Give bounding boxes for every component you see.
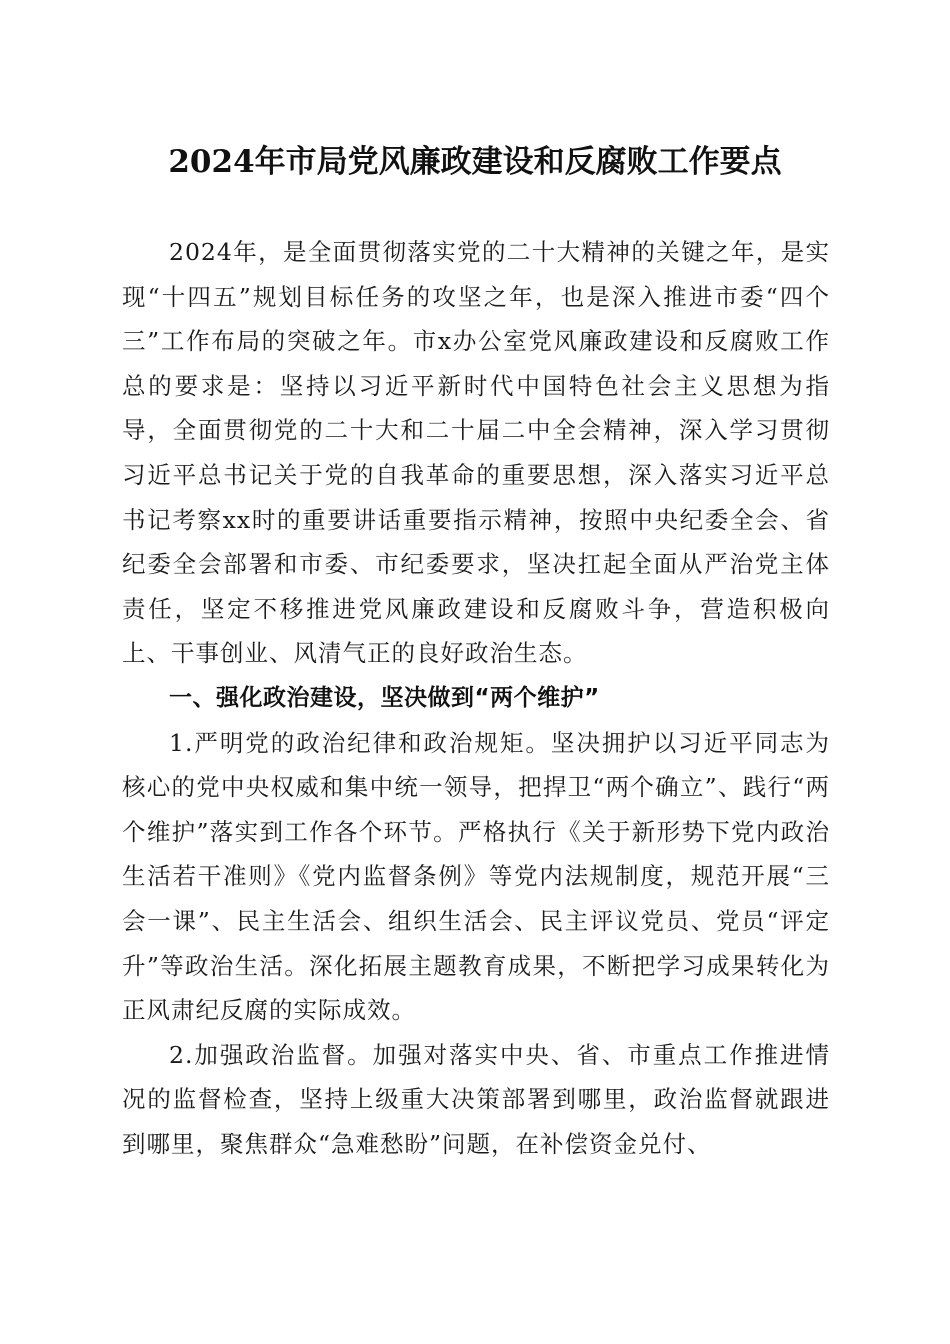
item-paragraph-2: 2.加强政治监督。加强对落实中央、省、市重点工作推进情况的监督检查，坚持上级重大决策部署到哪里，政治监督就跟进到哪里，聚焦群众“急难愁盼”问题，在补偿资金兑付、 [122,1040,830,1158]
section-heading-1: 一、强化政治建设，坚决做到“两个维护” [169,684,600,711]
item-paragraph-1: 1.严明党的政治纪律和政治规矩。坚决拥护以习近平同志为核心的党中央权威和集中统一领导，把捍卫“两个确立”、践行“两个维护”落实到工作各个环节。严格执行《关于新形势下党内政治生活若干准则》《党内监督条例》等党内法规制度，规范开展“三会一课”、民主生活会、组织生活会、民主评议党员、党员“评定升”等政治生活。深化拓展主题教育成果，不断把学习成果转化为正风肃纪反腐的实际成效。 [122,728,830,1025]
document-title: 2024年市局党风廉政建设和反腐败工作要点 [168,144,782,180]
intro-paragraph: 2024年，是全面贯彻落实党的二十大精神的关键之年，是实现“十四五”规划目标任务的攻坚之年，也是深入推进市委“四个三”工作布局的突破之年。市x办公室党风廉政建设和反腐败工作总的要求是：坚持以习近平新时代中国特色社会主义思想为指导，全面贯彻党的二十大和二十届二中全会精神，深入学习贯彻习近平总书记关于党的自我革命的重要思想，深入落实习近平总书记考察xx时的重要讲话重要指示精神，按照中央纪委全会、省纪委全会部署和市委、市纪委要求，坚决扛起全面从严治党主体责任，坚定不移推进党风廉政建设和反腐败斗争，营造积极向上、干事创业、风清气正的良好政治生态。 [122,238,830,668]
document-body [122,230,830,1166]
